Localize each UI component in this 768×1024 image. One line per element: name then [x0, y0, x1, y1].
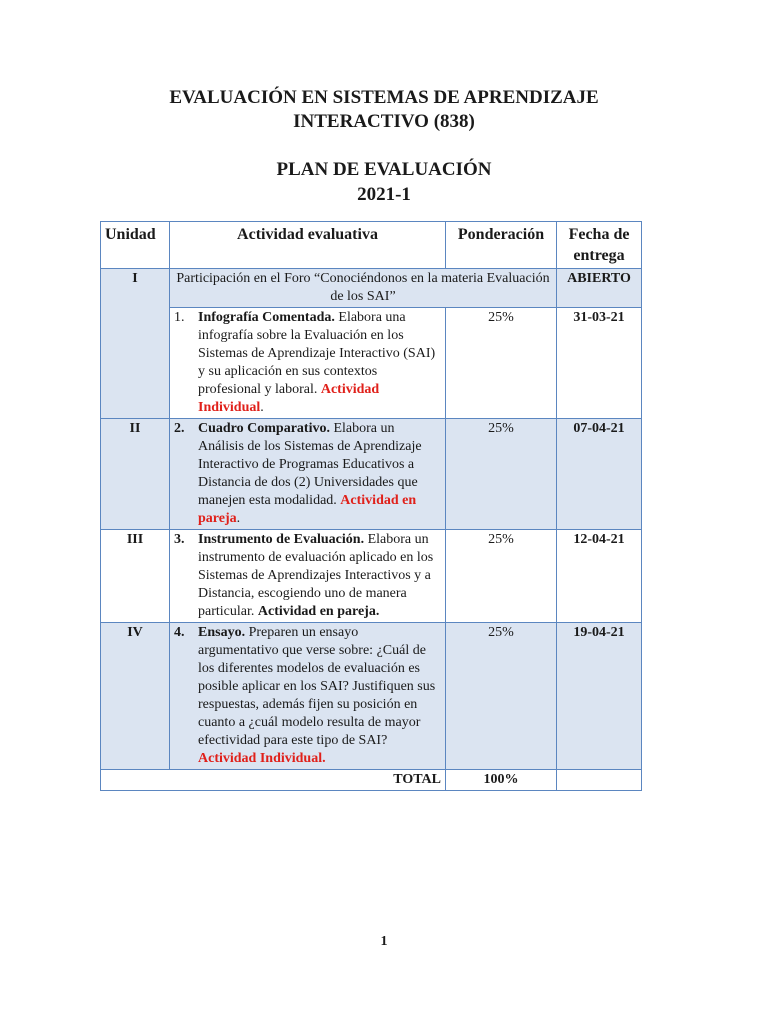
activity-title: Instrumento de Evaluación. — [198, 532, 365, 547]
total-empty-cell — [557, 770, 642, 791]
activity-body: Elabora un instrumento de evaluación aplicado en los Sistemas de Aprendizajes Interactivos y a Distancia, escogiendo uno de manera particular. — [198, 532, 434, 619]
activity-cell — [170, 419, 446, 530]
activity-number: 2. — [174, 421, 185, 436]
unit-cell: IV — [101, 623, 170, 770]
header-fecha-line-1: Fecha de — [568, 226, 630, 243]
table-row — [101, 530, 642, 623]
activity-body: Elabora una infografía sobre la Evaluación en los Sistemas de Aprendizaje Interactivo (SAI) y su aplicación en sus contextos profesional y laboral. — [198, 310, 436, 397]
date-cell: 07-04-21 — [557, 419, 642, 530]
date-cell: 19-04-21 — [557, 623, 642, 770]
activity-mode: Actividad en pareja. — [257, 604, 380, 619]
weight-cell: 25% — [446, 419, 557, 530]
activity-number: 4. — [174, 625, 185, 640]
activity-body: Preparen un ensayo argumentativo que verse sobre: ¿Cuál de los diferentes modelos de evaluación es posible aplicar en los SAI? Justifiquen sus respuestas, además fijen su posición en cuanto a ¿cuál modelo resulta de mayor efectividad para este tipo de SAI? — [198, 625, 436, 748]
total-label: TOTAL — [101, 770, 446, 791]
activity-text — [198, 624, 441, 768]
table-row — [101, 308, 642, 419]
weight-cell: 25% — [446, 623, 557, 770]
activity-number: 3. — [174, 532, 185, 547]
header-fecha-line-2: entrega — [573, 247, 625, 264]
document-title-line-1: EVALUACIÓN EN SISTEMAS DE APRENDIZAJE — [169, 87, 599, 108]
header-actividad: Actividad evaluativa — [170, 222, 446, 269]
activity-mode: Actividad en pareja — [198, 493, 417, 526]
activity-body: Elabora un Análisis de los Sistemas de Aprendizaje Interactivo de Programas Educativos a Distancia de dos (2) Universidades que manejen esta modalidad. — [198, 421, 422, 508]
activity-cell — [170, 623, 446, 770]
table-header-row — [101, 222, 642, 269]
activity-mode: Actividad Individual. — [198, 751, 326, 766]
activity-end: . — [236, 511, 241, 526]
unit-cell: III — [101, 530, 170, 623]
activity-mode: Actividad Individual — [198, 382, 380, 415]
plan-title: PLAN DE EVALUACIÓN — [276, 159, 492, 180]
evaluation-plan-table — [100, 221, 642, 791]
table-row — [101, 623, 642, 770]
activity-title: Ensayo. — [198, 625, 246, 640]
activity-number: 1. — [174, 310, 185, 325]
table-row — [101, 419, 642, 530]
activity-cell — [170, 530, 446, 623]
activity-cell — [170, 308, 446, 419]
header-fecha — [557, 222, 642, 269]
activity-title: Infografía Comentada. — [198, 310, 335, 325]
unit-cell: I — [101, 269, 170, 419]
date-cell: 31-03-21 — [557, 308, 642, 419]
unit-cell: II — [101, 419, 170, 530]
activity-end: . — [260, 400, 264, 415]
page-number: 1 — [380, 934, 388, 949]
date-cell: 12-04-21 — [557, 530, 642, 623]
period-title: 2021-1 — [357, 184, 411, 205]
total-value: 100% — [446, 770, 557, 791]
header-ponderacion: Ponderación — [446, 222, 557, 269]
document-title-line-2: INTERACTIVO (838) — [293, 111, 475, 132]
weight-cell: 25% — [446, 308, 557, 419]
forum-activity: Participación en el Foro “Conociéndonos en la materia Evaluación de los SAI” — [170, 269, 557, 308]
activity-text — [198, 309, 441, 417]
header-unidad: Unidad — [101, 222, 170, 269]
table-row — [101, 269, 642, 308]
activity-text — [198, 420, 441, 528]
activity-text — [198, 531, 441, 621]
forum-date: ABIERTO — [557, 269, 642, 308]
total-row — [101, 770, 642, 791]
weight-cell: 25% — [446, 530, 557, 623]
activity-title: Cuadro Comparativo. — [198, 421, 330, 436]
